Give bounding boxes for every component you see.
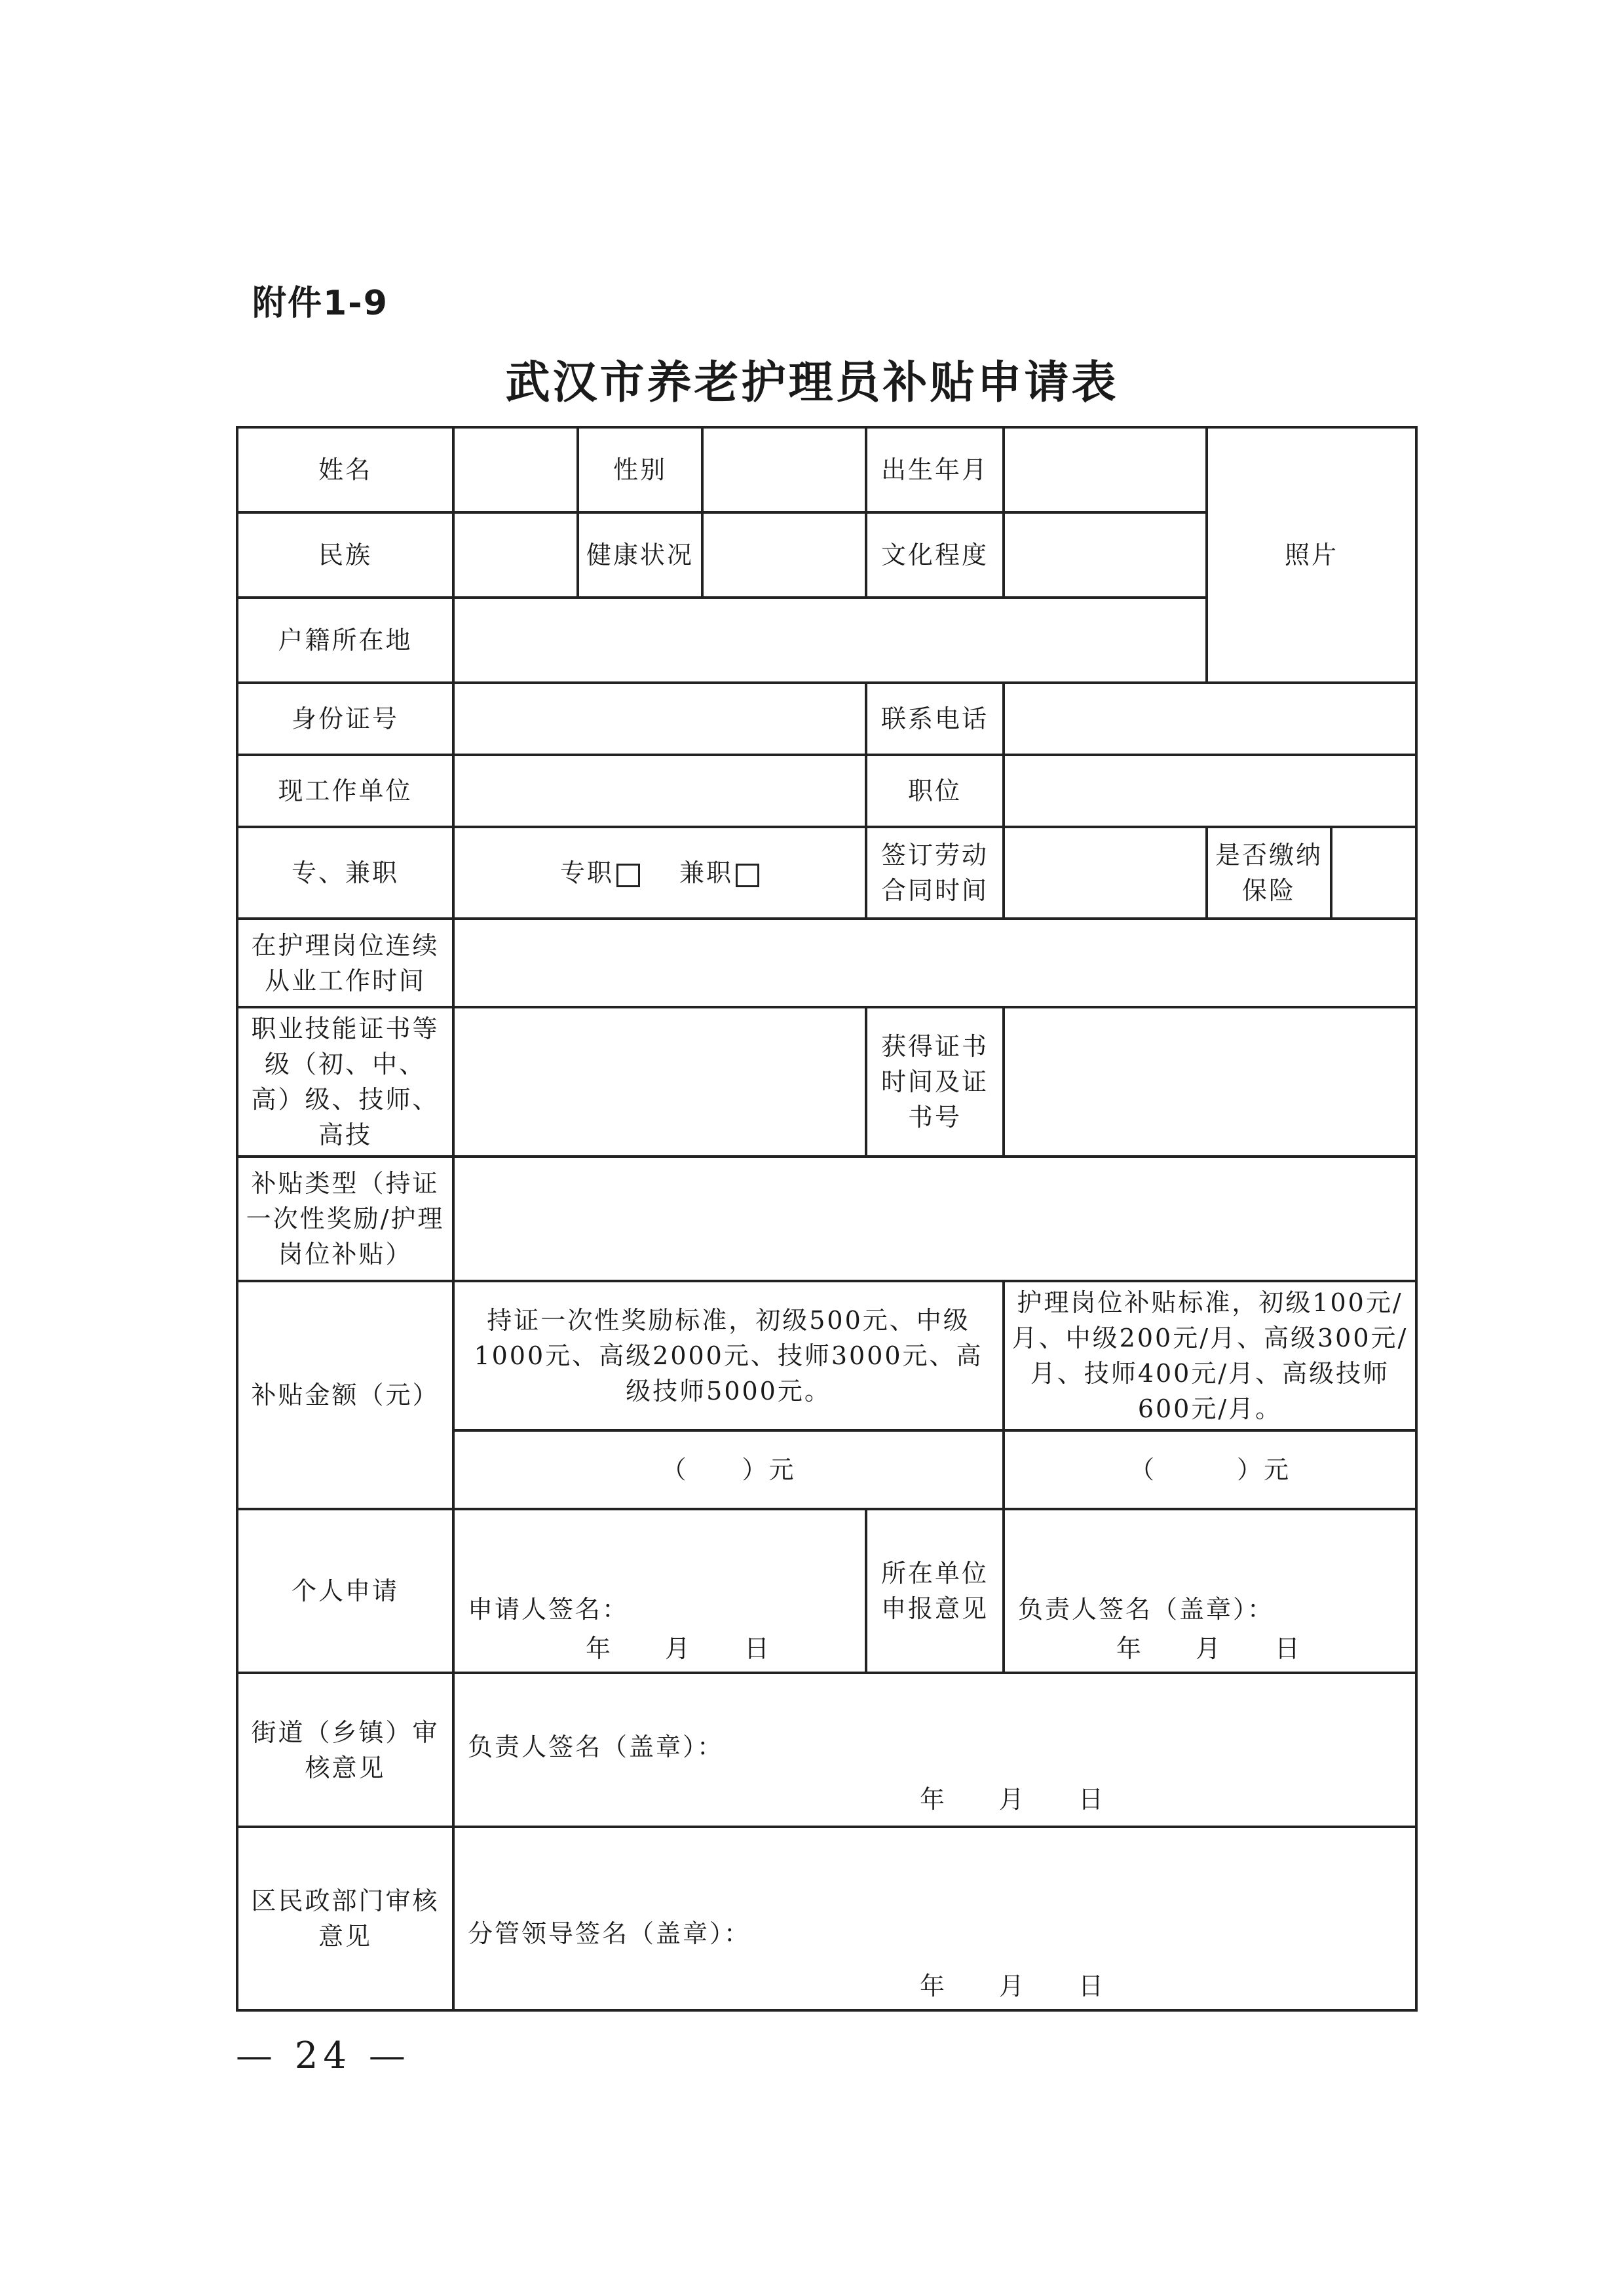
cert-time-label: 获得证书时间及证书号: [866, 1007, 1004, 1157]
amount-cert-field[interactable]: （ ）元: [453, 1430, 1004, 1509]
unit-year: 年: [1116, 1634, 1144, 1663]
insurance-label: 是否缴纳保险: [1207, 827, 1331, 919]
amount-post-field[interactable]: （ ）元: [1004, 1430, 1416, 1509]
hukou-label: 户籍所在地: [237, 598, 453, 683]
attachment-label: 附件1-9: [252, 284, 388, 323]
street-sign-label: 负责人签名（盖章）：: [468, 1732, 725, 1761]
contract-time-field[interactable]: [1004, 827, 1207, 919]
page-number: — 24 —: [236, 2035, 411, 2077]
unit-month: 月: [1196, 1634, 1223, 1663]
name-field[interactable]: [453, 427, 578, 512]
unit-sign-area[interactable]: [1004, 1509, 1416, 1673]
fulltime-label: 专、兼职: [237, 827, 453, 919]
district-day: 日: [1078, 1972, 1106, 2000]
district-sign-label: 分管领导签名（盖章）：: [468, 1919, 751, 1948]
education-label: 文化程度: [866, 512, 1004, 598]
district-month: 月: [999, 1972, 1027, 2000]
standard-cert-text: 持证一次性奖励标准，初级500元、中级1000元、高级2000元、技师3000元、高级技师5000元。: [453, 1281, 1004, 1430]
form-title: 武汉市养老护理员补贴申请表: [505, 356, 1119, 409]
name-label: 姓名: [237, 427, 453, 512]
subsidy-type-label: 补贴类型（持证一次性奖励/护理岗位补贴）: [237, 1157, 453, 1281]
id-number-label: 身份证号: [237, 683, 453, 755]
subsidy-amount-label: 补贴金额（元）: [237, 1281, 453, 1509]
fulltime-option-label: 专职: [559, 858, 614, 887]
employer-label: 现工作单位: [237, 755, 453, 827]
position-field[interactable]: [1004, 755, 1416, 827]
position-label: 职位: [866, 755, 1004, 827]
insurance-field[interactable]: [1331, 827, 1416, 919]
ethnicity-label: 民族: [237, 512, 453, 598]
applicant-sign-area[interactable]: [453, 1509, 866, 1673]
cert-level-field[interactable]: [453, 1007, 866, 1157]
personal-apply-label: 个人申请: [237, 1509, 453, 1673]
photo-box[interactable]: 照片: [1207, 427, 1416, 683]
applicant-month: 月: [665, 1634, 692, 1663]
cert-level-label: 职业技能证书等级（初、中、高）级、技师、高技: [237, 1007, 453, 1157]
applicant-day: 日: [744, 1634, 772, 1663]
district-year: 年: [920, 1972, 947, 2000]
work-time-field[interactable]: [453, 919, 1416, 1007]
street-day: 日: [1078, 1785, 1106, 1814]
fulltime-options: [453, 827, 866, 919]
district-review-area[interactable]: [453, 1827, 1416, 2010]
work-time-label: 在护理岗位连续从业工作时间: [237, 919, 453, 1007]
fulltime-checkbox[interactable]: [616, 864, 640, 887]
parttime-option-label: 兼职: [679, 858, 734, 887]
employer-field[interactable]: [453, 755, 866, 827]
unit-opinion-label: 所在单位申报意见: [866, 1509, 1004, 1673]
unit-day: 日: [1275, 1634, 1302, 1663]
phone-label: 联系电话: [866, 683, 1004, 755]
street-date: [894, 1782, 1131, 1817]
health-field[interactable]: [702, 512, 866, 598]
standard-post-text: 护理岗位补贴标准，初级100元/月、中级200元/月、高级300元/月、技师400元/月、高级技师600元/月。: [1004, 1281, 1416, 1430]
gender-label: 性别: [578, 427, 702, 512]
hukou-field[interactable]: [453, 598, 1207, 683]
unit-leader-sign-label: 负责人签名（盖章）：: [1018, 1595, 1275, 1624]
birth-label: 出生年月: [866, 427, 1004, 512]
id-number-field[interactable]: [453, 683, 866, 755]
ethnicity-field[interactable]: [453, 512, 578, 598]
district-date: [894, 1968, 1131, 2004]
parttime-checkbox[interactable]: [736, 864, 759, 887]
gender-field[interactable]: [702, 427, 866, 512]
street-month: 月: [999, 1785, 1027, 1814]
street-year: 年: [920, 1785, 947, 1814]
subsidy-type-field[interactable]: [453, 1157, 1416, 1281]
health-label: 健康状况: [578, 512, 702, 598]
phone-field[interactable]: [1004, 683, 1416, 755]
unit-date: [1090, 1631, 1328, 1666]
application-form: [236, 426, 1418, 2012]
birth-field[interactable]: [1004, 427, 1207, 512]
applicant-date: [559, 1631, 797, 1666]
education-field[interactable]: [1004, 512, 1207, 598]
contract-time-label: 签订劳动合同时间: [866, 827, 1004, 919]
form-table: [236, 426, 1418, 2012]
cert-time-field[interactable]: [1004, 1007, 1416, 1157]
applicant-year: 年: [586, 1634, 613, 1663]
applicant-sign-label: 申请人签名：: [468, 1595, 630, 1624]
street-review-area[interactable]: [453, 1673, 1416, 1827]
district-review-label: 区民政部门审核意见: [237, 1827, 453, 2010]
street-review-label: 街道（乡镇）审核意见: [237, 1673, 453, 1827]
